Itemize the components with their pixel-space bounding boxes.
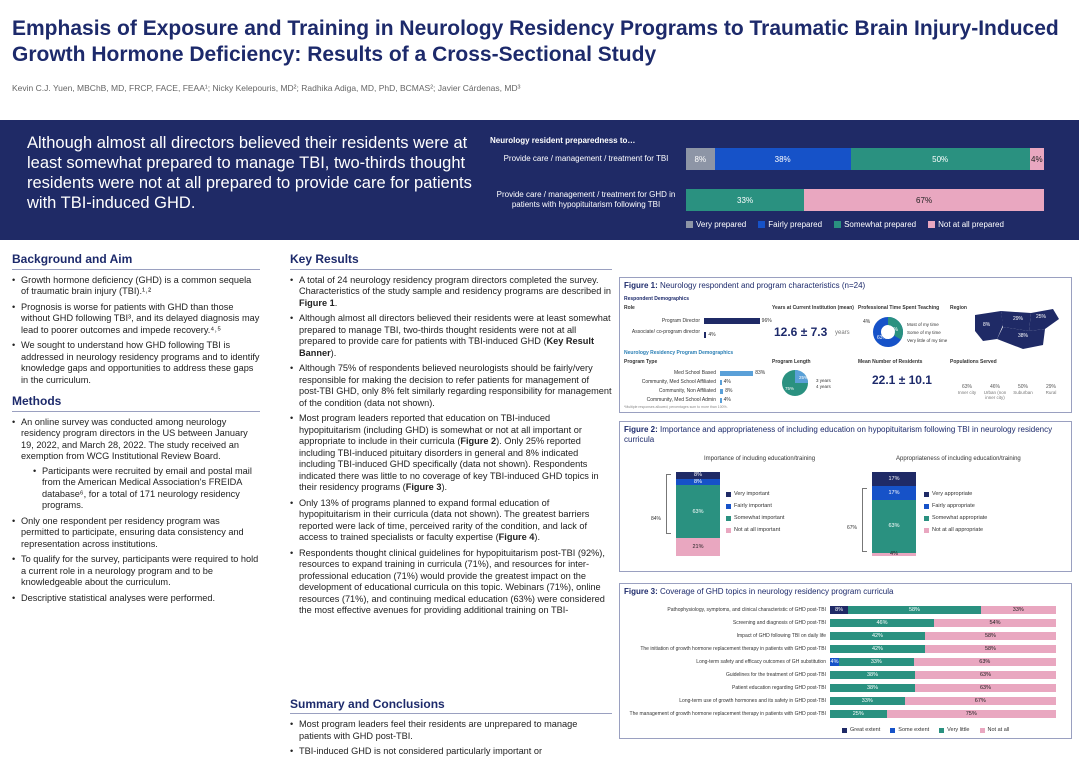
figure-label: Figure 2:: [624, 425, 658, 434]
donut-label: 63%: [877, 335, 888, 341]
program-type-label: Community, Med School Affiliated: [641, 379, 716, 385]
banner-chart-title: Neurology resident preparedness to…: [490, 136, 636, 145]
stack-segment: 63%: [872, 500, 916, 552]
region-heading: Region: [950, 305, 967, 311]
population-label: Rural: [1045, 390, 1057, 395]
residents-value: 22.1 ± 10.1: [872, 373, 932, 387]
legend-label: Very important: [734, 491, 770, 497]
legend-item: [924, 488, 987, 500]
legend-item: 4 years: [816, 384, 831, 389]
figure-ref: Figure 4: [498, 532, 535, 542]
legend-swatch: [924, 516, 929, 521]
legend-label: Not at all appropriate: [932, 527, 984, 533]
text: .: [334, 297, 338, 308]
topic-bar: [830, 645, 1056, 653]
legend-label: Somewhat appropriate: [932, 515, 988, 521]
program-type-bar: [720, 389, 723, 394]
legend-item: [939, 727, 969, 733]
results-list: [290, 275, 612, 695]
program-type-bar: [720, 371, 753, 376]
legend-item: 3 years: [816, 378, 831, 383]
list-item: • TBI-induced GHD is not considered particularly important or: [290, 746, 612, 758]
legend-label: Somewhat prepared: [844, 220, 917, 229]
list-item: [290, 275, 612, 310]
summary-heading: Summary and Conclusions: [290, 699, 612, 715]
donut-label: 33%: [888, 327, 899, 333]
legend-item: [928, 220, 1004, 229]
role-pct: 4%: [708, 332, 716, 338]
legend-swatch: [726, 528, 731, 533]
brace: [862, 488, 867, 552]
banner-legend: [686, 220, 1004, 229]
stack-segment: 17%: [872, 472, 916, 486]
list-item: • Although 75% of respondents believed neurologists should be fairly/very responsible for making the decision to refer patients for management of post-TBI GHD, only 8% felt similarly regarding responsibility for management of the condition (data not shown).: [290, 363, 612, 409]
program-length-heading: Program Length: [772, 359, 811, 365]
legend-label: Somewhat important: [734, 515, 785, 521]
legend-swatch: [924, 492, 929, 497]
legend-swatch: [928, 221, 935, 228]
text: A total of 24 neurology residency program directors completed the survey. Characteristics of the study sample and residency programs are described in: [299, 274, 612, 296]
poster-header: [0, 0, 1079, 120]
legend-label: Fairly appropriate: [932, 503, 975, 509]
figure-label: Figure 3:: [624, 587, 658, 596]
teaching-time-legend: [907, 321, 947, 345]
legend-item: [924, 512, 987, 524]
years-heading: Years at Current Institution (mean): [772, 305, 854, 311]
legend-item: Most of my time: [907, 322, 939, 327]
figure-2-title: [620, 422, 1071, 447]
topic-bar: [830, 606, 1056, 614]
role-pct: 96%: [761, 318, 772, 324]
background-heading: Background and Aim: [12, 254, 260, 270]
legend-item: Very little of my time: [907, 338, 948, 343]
bar-segment: 63%: [914, 658, 1056, 666]
topic-label: Pathophysiology, symptoms, and clinical characteristic of GHD post-TBI: [667, 607, 826, 613]
figure-caption: Coverage of GHD topics in neurology residency program curricula: [657, 587, 894, 596]
figure-3-title: [620, 584, 1071, 600]
bar-segment: 38%: [715, 148, 851, 170]
bar-segment: 25%: [830, 710, 887, 718]
legend-item: [924, 500, 987, 512]
stack-segment: 8%: [676, 479, 720, 486]
banner-statement: Although almost all directors believed their residents were at least somewhat prepared to manage TBI, two-thirds thought residents were not at all prepared to provide care for patients with TBI-induced GHD.: [27, 134, 472, 212]
population-pct: 29%: [1045, 384, 1056, 390]
population-label: Inner city: [957, 390, 977, 395]
pie-label: 25%: [799, 375, 809, 380]
list-item: • Respondents thought clinical guidelines for hypopituitarism post-TBI (92%), resources to expand training in curricula (71%), and resources for inter-professional education (71%) would provide the greatest impact on the development of educational curricula on this topic. Webinars (71%), online resources (71%), and continuing medical education (63%) were considered the most effective avenues for providing additional training on TBI-: [290, 548, 612, 617]
sub-list: [33, 466, 260, 512]
program-type-label: Community, Med School Admin: [646, 397, 716, 403]
legend-item: [726, 524, 784, 536]
list-item: • We sought to understand how GHD following TBI is addressed in neurology residency programs and to identify knowledge gaps and opportunities to address these gaps in the curriculum.: [12, 340, 260, 386]
left-column: [12, 254, 260, 608]
list-item: [12, 417, 260, 512]
legend-label: Fairly important: [734, 503, 772, 509]
banner-bar-row: [686, 148, 1044, 170]
legend-swatch: [939, 728, 944, 733]
bar-segment: 33%: [839, 658, 914, 666]
results-heading: Key Results: [290, 254, 612, 270]
legend-label: Great extent: [850, 727, 881, 733]
coverage-legend: [842, 727, 1009, 733]
legend-item: [726, 488, 784, 500]
topic-bar: [830, 684, 1056, 692]
legend-item: [890, 727, 929, 733]
map-label: 8%: [983, 322, 991, 328]
figure-ref: Figure 3: [405, 482, 442, 492]
map-label: 38%: [1018, 333, 1029, 339]
role-heading: Role: [624, 305, 635, 311]
list-item: • Only one respondent per residency program was permitted to participate, ensuring data consistency and representation across institutions.: [12, 516, 260, 551]
legend-item: [726, 500, 784, 512]
text: ). Only 25% reported including TBI-induced pituitary disorders in general and 8% indicated including TBI-induced GHD specifically (data not shown). Respondents indicated there was little to no coverage of key TBI-induced GHD topics in their residency programs (: [299, 436, 599, 492]
population-label: Suburban: [1013, 390, 1033, 395]
teaching-time-heading: Professional Time Spent Teaching: [858, 305, 940, 311]
importance-legend: [726, 488, 784, 536]
text: ).: [441, 482, 448, 492]
legend-label: Not at all prepared: [938, 220, 1004, 229]
methods-heading: Methods: [12, 396, 260, 412]
bar-segment: 33%: [981, 606, 1056, 614]
methods-list: [12, 417, 260, 605]
importance-stacked-bar: [676, 472, 720, 556]
brace-label: 67%: [847, 525, 858, 531]
topic-label: The management of growth hormone replacement therapy in patients with GHD post-TBI: [629, 711, 826, 717]
figure-label: Figure 1:: [624, 281, 658, 290]
bar-segment: 42%: [830, 645, 925, 653]
bar-segment: 4%: [830, 659, 839, 665]
legend-label: Very prepared: [696, 220, 747, 229]
list-item: [290, 413, 612, 494]
list-item: • To qualify for the survey, participants were required to hold a current role in a neurology program and to be knowledgeable about the curriculum.: [12, 554, 260, 589]
topic-label: Screening and diagnosis of GHD post-TBI: [732, 620, 826, 626]
topic-bar: [830, 697, 1056, 705]
figure-3: [619, 583, 1072, 739]
topic-bar: [830, 632, 1056, 640]
population-pct: 50%: [1017, 384, 1028, 390]
program-demographics-heading: Neurology Residency Program Demographics: [624, 350, 734, 356]
legend-item: [842, 727, 880, 733]
appropriateness-chart-title: Appropriateness of including education/training: [896, 456, 1021, 462]
legend-label: Some extent: [898, 727, 930, 733]
population-pct: 63%: [961, 384, 972, 390]
figure-ref: Figure 2: [460, 436, 497, 446]
map-label: 29%: [1013, 316, 1024, 322]
role-label: Program Director: [661, 318, 700, 324]
topic-bar: [830, 671, 1056, 679]
years-unit: years: [835, 330, 850, 336]
stack-segment: 17%: [872, 486, 916, 500]
legend-swatch: [924, 504, 929, 509]
figure-1: [619, 277, 1072, 413]
legend-swatch: [890, 728, 895, 733]
summary-list: [290, 719, 612, 758]
bar-segment: 42%: [830, 632, 925, 640]
populations-heading: Populations Served: [950, 359, 997, 365]
legend-swatch: [758, 221, 765, 228]
program-type-pct: 83%: [755, 370, 766, 376]
topic-label: Long-term use of growth hormones and its safety in GHD post-TBI: [679, 698, 826, 704]
bar-segment: 8%: [686, 148, 715, 170]
pie-label: 75%: [785, 386, 795, 391]
importance-chart-title: Importance of including education/training: [704, 456, 816, 462]
poster-title: Emphasis of Exposure and Training in Neurology Residency Programs to Traumatic Brain Injury-Induced Growth Hormone Deficiency: Results of a Cross-Sectional Study: [12, 17, 1059, 66]
bar-segment: 33%: [686, 189, 804, 211]
legend-swatch: [924, 528, 929, 533]
stack-segment: 63%: [676, 485, 720, 538]
list-item-text: An online survey was conducted among neurology residency program directors in the US between January 19, 2022, and March 28, 2022. The study received an exemption from WCG Institutional Review Board.: [21, 416, 248, 461]
legend-item: [726, 512, 784, 524]
program-length-pie: [780, 368, 810, 398]
bar-segment: 67%: [804, 189, 1044, 211]
topic-label: Guidelines for the treatment of GHD post-TBI: [725, 672, 826, 678]
bar-segment: 38%: [830, 671, 915, 679]
bar-segment: 8%: [830, 606, 848, 614]
map-region-northeast: [1029, 309, 1059, 331]
topic-bar: [830, 658, 1056, 666]
topic-label: Patient education regarding GHD post-TBI: [732, 685, 826, 691]
list-item: • Prognosis is worse for patients with GHD than those without GHD following TBI³, and its delayed diagnosis may lead to poorer outcomes and impede recovery.⁴˒⁵: [12, 302, 260, 337]
text: ).: [534, 532, 541, 542]
figure-2: [619, 421, 1072, 572]
text: Although almost all directors believed their residents were at least somewhat prepared to manage TBI, two-thirds thought residents were not at all prepared to provide care for patients with TBI-induced GHD (: [299, 313, 611, 346]
brace-label: 84%: [651, 516, 662, 522]
middle-column: [290, 252, 612, 756]
text: Most program leaders reported that education on TBI-induced hypopituitarism (including GHD) is somewhat or not at all important or appropriate to include in their curricula (: [299, 413, 582, 446]
program-type-pct: 8%: [725, 388, 733, 394]
list-item: • Growth hormone deficiency (GHD) is a common sequela of traumatic brain injury (TBI).¹˒²: [12, 275, 260, 298]
population-label: Urban (non inner city): [983, 390, 1007, 400]
bar-segment: 54%: [934, 619, 1056, 627]
author-list: Kevin C.J. Yuen, MBChB, MD, FRCP, FACE, FEAA¹; Nicky Kelepouris, MD²; Radhika Adiga, MD, PhD, BCMAS²; Javier Cárdenas, MD³: [12, 83, 521, 93]
banner-row-label: Provide care / management / treatment for TBI: [503, 154, 669, 163]
role-bar: [704, 332, 706, 338]
bar-segment: 4%: [1030, 148, 1044, 170]
bar-segment: 46%: [830, 619, 934, 627]
legend-swatch: [980, 728, 985, 733]
banner-bar-row: [686, 189, 1044, 211]
stack-segment: 4%: [872, 553, 916, 556]
brace: [666, 474, 671, 534]
list-item: • Descriptive statistical analyses were performed.: [12, 593, 260, 605]
residents-heading: Mean Number of Residents: [858, 359, 923, 365]
program-type-label: Med School Based: [674, 370, 716, 376]
text: ).: [330, 347, 337, 358]
legend-label: Not at all: [987, 727, 1010, 733]
topic-bar: [830, 710, 1056, 718]
legend-item: [924, 524, 987, 536]
list-item: [290, 313, 612, 359]
key-result-banner: [0, 120, 1079, 240]
program-type-pct: 4%: [723, 397, 731, 403]
stack-segment: 8%: [676, 472, 720, 479]
bar-segment: 63%: [915, 671, 1056, 679]
topic-bar: [830, 619, 1056, 627]
bar-segment: 67%: [905, 697, 1056, 705]
role-bar: [704, 318, 760, 324]
topic-label: Impact of GHD following TBI on daily life: [736, 633, 826, 639]
legend-item: [686, 220, 746, 229]
bar-segment: 33%: [830, 697, 905, 705]
topic-label: Long-term safety and efficacy outcomes of GH substitution: [696, 659, 826, 665]
list-item: • Most program leaders feel their residents are unprepared to manage patients with GHD post-TBI.: [290, 719, 612, 742]
banner-row-label: Provide care / management / treatment for GHD in patients with hypopituitarism following TBI: [496, 190, 676, 209]
figure-1-footnote: *Multiple responses allowed; percentages sum to more than 100%.: [624, 405, 728, 409]
topic-label: The initiation of growth hormone replacement therapy in patients with GHD post-TBI: [640, 646, 826, 652]
legend-label: Very appropriate: [932, 491, 973, 497]
program-type-pct: 4%: [723, 379, 731, 385]
legend-item: [980, 727, 1010, 733]
bar-segment: 63%: [915, 684, 1056, 692]
bar-segment: 75%: [887, 710, 1057, 718]
bar-segment: 58%: [925, 645, 1056, 653]
bar-segment: 50%: [851, 148, 1030, 170]
bar-segment: 58%: [848, 606, 980, 614]
program-type-bar: [720, 380, 722, 385]
program-type-bar: [720, 398, 722, 403]
years-value: 12.6 ± 7.3: [774, 325, 828, 339]
legend-swatch: [842, 728, 847, 733]
legend-item: [834, 220, 916, 229]
donut-label: 4%: [863, 319, 871, 325]
figure-ref: Figure 1: [299, 297, 335, 308]
legend-item: Some of my time: [907, 330, 941, 335]
figure-caption: Neurology respondent and program characteristics (n=24): [657, 281, 866, 290]
bar-segment: 38%: [830, 684, 915, 692]
legend-swatch: [686, 221, 693, 228]
appropriateness-legend: [924, 488, 987, 536]
list-item: • Participants were recruited by email and postal mail from the American Medical Association's FREIDA database⁶, for a total of 171 neurology residency programs.: [33, 466, 260, 512]
role-label: Associate/ co-program director: [631, 329, 700, 335]
figure-ref: Key Result Banner: [299, 336, 595, 358]
legend-swatch: [834, 221, 841, 228]
population-pct: 46%: [989, 384, 1000, 390]
bar-segment: 58%: [925, 632, 1056, 640]
legend-swatch: [726, 516, 731, 521]
legend-label: Fairly prepared: [768, 220, 823, 229]
legend-label: Not at all important: [734, 527, 781, 533]
program-length-legend: [816, 378, 831, 390]
legend-item: [758, 220, 822, 229]
program-type-label: Community, Non Affiliated: [658, 388, 716, 394]
stack-segment: 21%: [676, 538, 720, 556]
text: Only 13% of programs planned to expand formal education of hypopituitarism in their curricula (data not shown). The greatest barriers reported were lack of time, perceived rarity of the condition, and lack of access to trained specialists or faculty expertise (: [299, 497, 590, 542]
us-map-icon: [973, 305, 1063, 353]
figure-caption: Importance and appropriateness of including education on hypopituitarism following TBI in neurology residency curricula: [624, 425, 1053, 444]
appropriateness-stacked-bar: [872, 472, 916, 556]
map-label: 25%: [1036, 314, 1047, 320]
list-item: [290, 498, 612, 544]
legend-label: Very little: [947, 727, 970, 733]
program-type-heading: Program Type: [624, 359, 658, 365]
background-list: [12, 275, 260, 387]
legend-swatch: [726, 492, 731, 497]
legend-swatch: [726, 504, 731, 509]
figure-1-title: [620, 278, 1071, 294]
respondent-demographics-heading: Respondent Demographics: [624, 296, 690, 302]
